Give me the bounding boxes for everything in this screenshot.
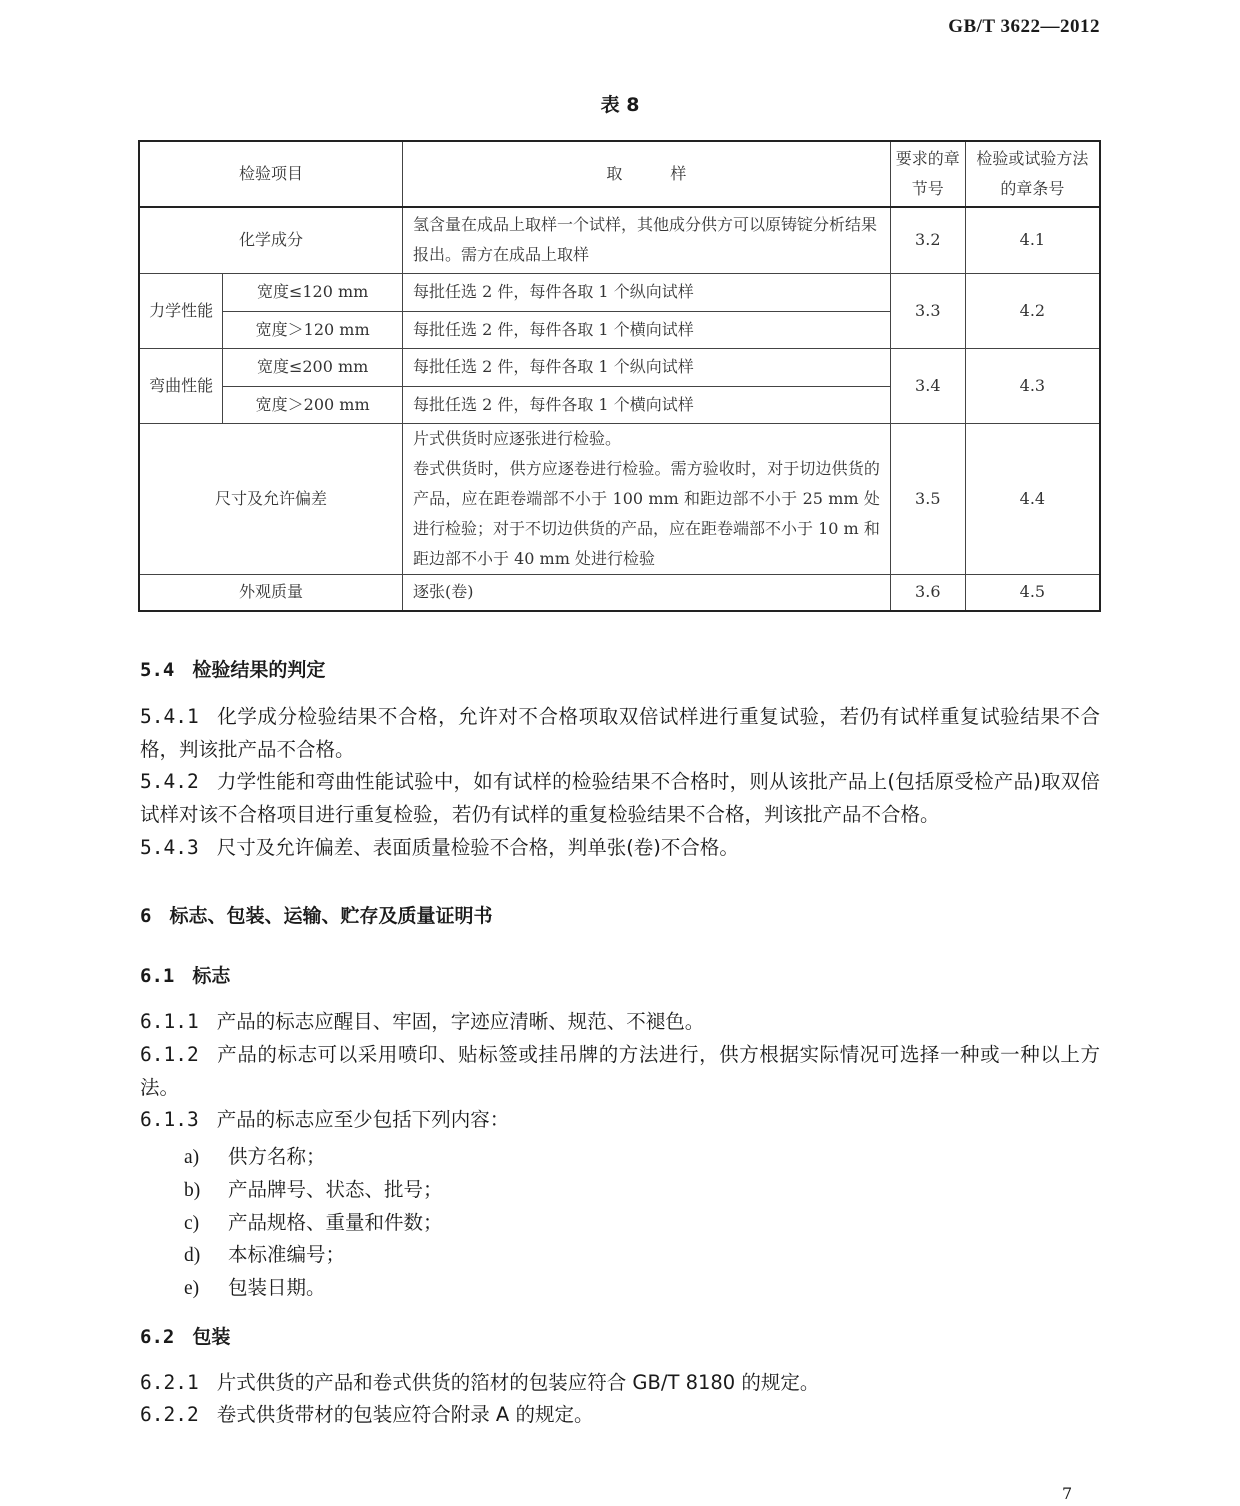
list-item [184, 1272, 326, 1300]
list-marker: a) [184, 1147, 200, 1168]
table-row [139, 207, 1100, 273]
section-title: 检验结果的判定 [192, 659, 326, 681]
clause-text: 片式供货的产品和卷式供货的箔材的包装应符合 GB/T 8180 的规定。 [216, 1371, 820, 1394]
table-row [139, 348, 1100, 386]
paragraph [140, 1006, 1100, 1039]
clause-number: 6.1.2 [140, 1043, 199, 1066]
header-item: 检验项目 [139, 141, 402, 207]
cell-req: 3.6 [890, 574, 965, 611]
paragraph [140, 1104, 1100, 1137]
list-text: 产品规格、重量和件数； [228, 1211, 443, 1234]
cell-method: 4.5 [965, 574, 1100, 611]
cell-req: 3.3 [890, 273, 965, 348]
cell-method: 4.2 [965, 273, 1100, 348]
list-item [184, 1174, 443, 1202]
header-method: 检验或试验方法的章条号 [965, 141, 1100, 207]
cell-req: 3.5 [890, 423, 965, 574]
list-marker: b) [184, 1180, 201, 1201]
cell-sampling: 每批任选 2 件，每件各取 1 个横向试样 [402, 311, 890, 348]
clause-number: 5.4.3 [140, 836, 199, 859]
clause-number: 6.2.1 [140, 1371, 199, 1394]
cell-req: 3.2 [890, 207, 965, 273]
paragraph [140, 701, 1100, 766]
clause-number: 5.4.2 [140, 770, 199, 793]
sampling-line: 卷式供货时，供方应逐卷进行检验。需方验收时，对于切边供货的产品，应在距卷端部不小于 100 mm 和距边部不小于 25 mm 处进行检验；对于不切边供货的产品，应在距卷端部不小于 10 m 和距边部不小于 40 mm 处进行检验 [412, 458, 880, 568]
cell-sampling: 每批任选 2 件，每件各取 1 个横向试样 [402, 386, 890, 423]
clause-number: 6.1.1 [140, 1010, 199, 1033]
list-text: 供方名称； [228, 1145, 326, 1168]
section-heading [140, 961, 230, 988]
paragraph [140, 832, 1100, 865]
cell-sub: 宽度＞200 mm [223, 386, 403, 423]
cell-group: 弯曲性能 [139, 348, 223, 423]
list-item [184, 1141, 326, 1169]
section-heading [140, 655, 325, 682]
cell-item: 化学成分 [139, 207, 402, 273]
clause-number: 6.1.3 [140, 1108, 199, 1131]
list-item [184, 1207, 443, 1235]
cell-sampling: 氢含量在成品上取样一个试样，其他成分供方可以原铸锭分析结果报出。需方在成品上取样 [402, 207, 890, 273]
page-number: 7 [1062, 1484, 1073, 1503]
clause-text: 产品的标志可以采用喷印、贴标签或挂吊牌的方法进行，供方根据实际情况可选择一种或一种以上方法。 [140, 1043, 1100, 1099]
clause-text: 卷式供货带材的包装应符合附录 A 的规定。 [216, 1403, 594, 1426]
cell-req: 3.4 [890, 348, 965, 423]
header-sampling: 取 样 [402, 141, 890, 207]
paragraph [140, 1367, 1100, 1400]
section-number: 6.2 [140, 1326, 175, 1348]
cell-method: 4.3 [965, 348, 1100, 423]
section-number: 6 [140, 905, 152, 927]
section-title: 包装 [192, 1326, 231, 1348]
cell-method: 4.1 [965, 207, 1100, 273]
cell-sub: 宽度≤120 mm [223, 273, 403, 311]
clause-text: 产品的标志应醒目、牢固，字迹应清晰、规范、不褪色。 [216, 1010, 705, 1033]
paragraph [140, 766, 1100, 831]
table-row [139, 273, 1100, 311]
table-row [139, 574, 1100, 611]
cell-sampling: 每批任选 2 件，每件各取 1 个纵向试样 [402, 348, 890, 386]
cell-method: 4.4 [965, 423, 1100, 574]
table-row [139, 423, 1100, 574]
cell-sampling: 每批任选 2 件，每件各取 1 个纵向试样 [402, 273, 890, 311]
list-text: 本标准编号； [228, 1243, 346, 1266]
section-title: 标志、包装、运输、贮存及质量证明书 [169, 905, 493, 927]
clause-number: 6.2.2 [140, 1403, 199, 1426]
paragraph [140, 1039, 1100, 1104]
cell-item: 尺寸及允许偏差 [139, 423, 402, 574]
header-req: 要求的章节号 [890, 141, 965, 207]
cell-group: 力学性能 [139, 273, 223, 348]
clause-text: 力学性能和弯曲性能试验中，如有试样的检验结果不合格时，则从该批产品上(包括原受检产品)取双倍试样对该不合格项目进行重复检验，若仍有试样的重复检验结果不合格，判该批产品不合格。 [140, 770, 1100, 826]
clause-number: 5.4.1 [140, 705, 199, 728]
table-header-row [139, 141, 1100, 207]
section-heading [140, 901, 492, 928]
cell-sampling [402, 423, 890, 574]
section-title: 标志 [192, 965, 231, 987]
list-marker: e) [184, 1278, 200, 1299]
list-marker: c) [184, 1213, 200, 1234]
section-number: 5.4 [140, 659, 175, 681]
cell-item: 外观质量 [139, 574, 402, 611]
inspection-table [138, 140, 1101, 612]
list-text: 包装日期。 [228, 1276, 326, 1299]
paragraph [140, 1399, 1100, 1432]
clause-text: 化学成分检验结果不合格，允许对不合格项取双倍试样进行重复试验，若仍有试样重复试验结果不合格，判该批产品不合格。 [140, 705, 1100, 761]
cell-sampling: 逐张(卷) [402, 574, 890, 611]
list-marker: d) [184, 1245, 201, 1266]
table-caption: 表 8 [600, 94, 640, 116]
section-number: 6.1 [140, 965, 175, 987]
cell-sub: 宽度≤200 mm [223, 348, 403, 386]
list-item [184, 1239, 345, 1267]
cell-sub: 宽度＞120 mm [223, 311, 403, 348]
clause-text: 尺寸及允许偏差、表面质量检验不合格，判单张(卷)不合格。 [216, 836, 739, 859]
standard-code: GB/T 3622—2012 [948, 16, 1100, 37]
section-heading [140, 1322, 230, 1349]
sampling-line: 片式供货时应逐张进行检验。 [412, 428, 621, 448]
clause-text: 产品的标志应至少包括下列内容： [216, 1108, 510, 1131]
list-text: 产品牌号、状态、批号； [228, 1178, 443, 1201]
